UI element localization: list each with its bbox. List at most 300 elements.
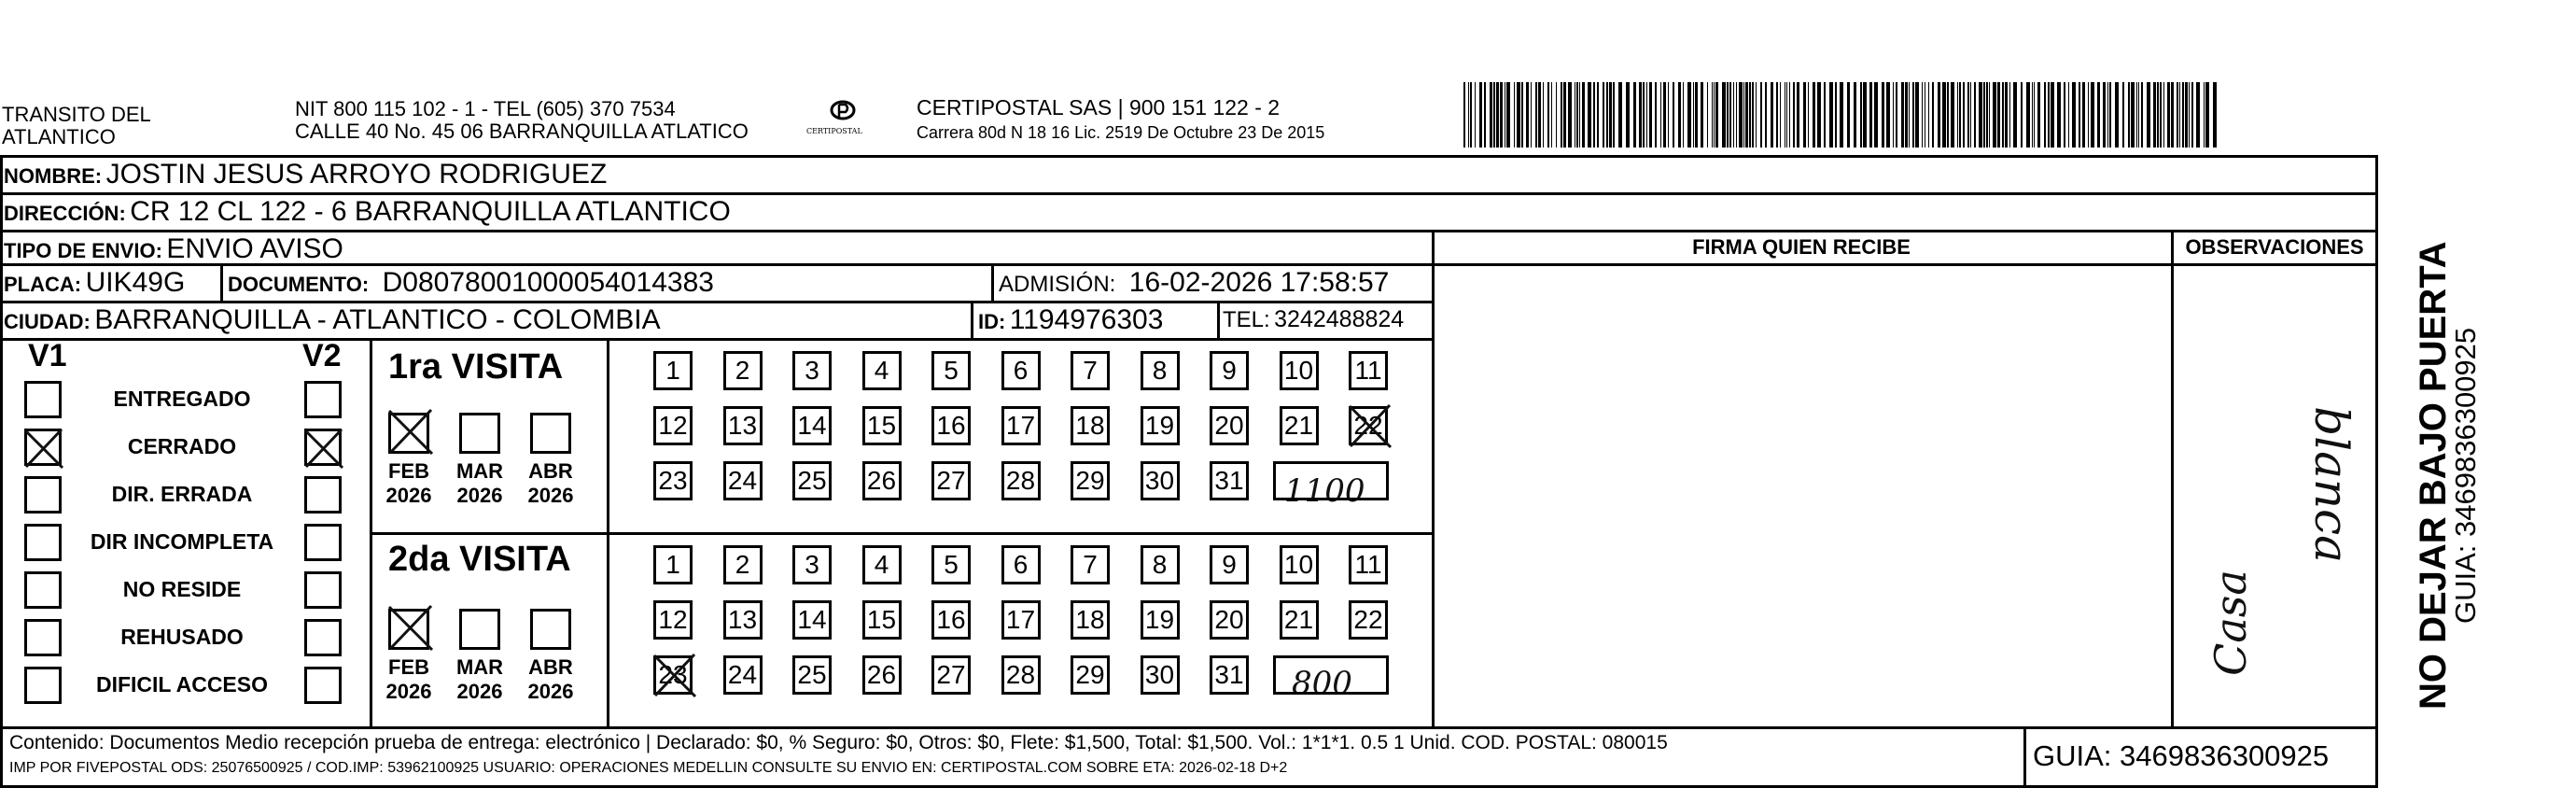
barcode-bar: [2160, 82, 2162, 148]
footer-guia: GUIA: 3469836300925: [2033, 739, 2330, 772]
first-visit-hour: 1100: [1284, 472, 1365, 510]
barcode-bar: [1712, 82, 1713, 148]
first-visit-day-box[interactable]: 11: [1349, 351, 1388, 390]
second-visit-day-box[interactable]: 28: [1001, 655, 1041, 695]
barcode-bar: [1715, 82, 1718, 148]
first-visit-day-box[interactable]: 14: [792, 406, 832, 445]
barcode: [1463, 82, 2219, 148]
barcode-bar: [1490, 82, 1492, 148]
barcode-bar: [2196, 82, 2200, 148]
second-visit-day-box[interactable]: 21: [1280, 600, 1319, 640]
barcode-bar: [1967, 82, 1969, 148]
ciudad-row: [4, 304, 661, 336]
first-visit-month-checkbox[interactable]: [530, 413, 571, 454]
v1-checkbox[interactable]: [24, 571, 62, 609]
barcode-bar: [1909, 82, 1910, 148]
barcode-bar: [1588, 82, 1591, 148]
barcode-bar: [2082, 82, 2085, 148]
tipo-row: [4, 233, 343, 265]
second-visit-month-checkbox[interactable]: [459, 609, 500, 650]
first-visit-day-box[interactable]: 27: [931, 461, 971, 500]
second-visit-day-box[interactable]: 2: [723, 545, 763, 584]
row-divider: [0, 192, 2378, 195]
barcode-bar: [1470, 82, 1472, 148]
barcode-bar: [1813, 82, 1815, 148]
barcode-bar: [1922, 82, 1923, 148]
barcode-bar: [2163, 82, 2164, 148]
first-visit-day-box[interactable]: 15: [862, 406, 902, 445]
placa-row: [4, 267, 185, 299]
v2-checkbox[interactable]: [304, 476, 342, 514]
v1-checkbox[interactable]: [24, 524, 62, 561]
second-visit-day-box[interactable]: 18: [1071, 600, 1110, 640]
barcode-bar: [2064, 82, 2065, 148]
second-visit-day-box[interactable]: 23: [653, 655, 693, 695]
first-visit-day-box[interactable]: 12: [653, 406, 693, 445]
nombre-row: [4, 159, 607, 190]
barcode-bar: [1789, 82, 1790, 148]
second-visit-day-box[interactable]: 14: [792, 600, 832, 640]
second-visit-day-check-mark: [651, 652, 698, 698]
barcode-bar: [1626, 82, 1630, 148]
barcode-bar: [1484, 82, 1486, 148]
direccion-value: CR 12 CL 122 - 6 BARRANQUILLA ATLANTICO: [130, 196, 731, 227]
barcode-bar: [1989, 82, 1990, 148]
barcode-bar: [1905, 82, 1908, 148]
second-visit-day-box[interactable]: 8: [1141, 545, 1180, 584]
barcode-bar: [1847, 82, 1850, 148]
barcode-bar: [1963, 82, 1965, 148]
first-visit-day-check-mark: [1347, 402, 1393, 449]
barcode-bar: [1551, 82, 1552, 148]
barcode-bar: [2091, 82, 2094, 148]
barcode-bar: [1817, 82, 1821, 148]
first-visit-day-box[interactable]: 30: [1141, 461, 1180, 500]
barcode-bar: [1579, 82, 1580, 148]
col-divider: [2023, 726, 2026, 788]
barcode-bar: [1959, 82, 1961, 148]
barcode-bar: [1500, 82, 1503, 148]
barcode-bar: [1526, 82, 1529, 148]
second-visit-day-box[interactable]: 25: [792, 655, 832, 695]
barcode-bar: [1756, 82, 1757, 148]
company-name-line1: TRANSITO DEL: [2, 103, 151, 126]
footer-divider: [0, 726, 2378, 729]
barcode-bar: [1606, 82, 1608, 148]
barcode-bar: [1840, 82, 1843, 148]
second-visit-day-box[interactable]: 20: [1210, 600, 1249, 640]
barcode-bar: [1538, 82, 1541, 148]
v2-label: V2: [302, 338, 342, 373]
barcode-bar: [1932, 82, 1934, 148]
first-visit-month-check-mark: [386, 407, 435, 456]
col-divider: [2171, 230, 2174, 727]
barcode-bar: [1854, 82, 1856, 148]
barcode-bar: [1646, 82, 1647, 148]
barcode-bar: [2026, 82, 2030, 148]
barcode-bar: [1568, 82, 1572, 148]
barcode-bar: [1776, 82, 1778, 148]
barcode-bar: [1912, 82, 1914, 148]
barcode-bar: [1986, 82, 1988, 148]
barcode-bar: [1942, 82, 1946, 148]
barcode-bar: [2034, 82, 2035, 148]
barcode-bar: [1609, 82, 1612, 148]
second-visit-month-label: MAR 2026: [455, 655, 504, 703]
observation-handwriting-1: Casa: [2205, 570, 2256, 676]
barcode-bar: [1633, 82, 1636, 148]
first-visit-day-box[interactable]: 10: [1280, 351, 1319, 390]
barcode-bar: [2068, 82, 2069, 148]
barcode-bar: [1479, 82, 1482, 148]
second-visit-day-box[interactable]: 9: [1210, 545, 1249, 584]
second-visit-day-box[interactable]: 30: [1141, 655, 1180, 695]
status-label: NO RESIDE: [122, 577, 242, 601]
barcode-bar: [1882, 82, 1884, 148]
tipo-value: ENVIO AVISO: [166, 233, 343, 264]
admision-label: ADMISIÓN:: [999, 272, 1116, 297]
barcode-bar: [2182, 82, 2184, 148]
barcode-bar: [2185, 82, 2188, 148]
barcode-bar: [1974, 82, 1976, 148]
barcode-bar: [2153, 82, 2156, 148]
barcode-bar: [1649, 82, 1652, 148]
courier-address: Carrera 80d N 18 16 Lic. 2519 De Octubre 23 De 2015: [917, 123, 1325, 142]
barcode-bar: [1496, 82, 1499, 148]
barcode-bar: [2131, 82, 2135, 148]
second-visit-day-box[interactable]: 6: [1001, 545, 1041, 584]
status-label: DIFICIL ACCESO: [95, 672, 268, 696]
documento-row: [228, 267, 714, 299]
barcode-bar: [1535, 82, 1537, 148]
first-visit-day-box[interactable]: 16: [931, 406, 971, 445]
tel-label: TEL:: [1223, 307, 1270, 332]
v1-checkbox[interactable]: [24, 476, 62, 514]
barcode-bar: [1760, 82, 1762, 148]
second-visit-day-box[interactable]: 31: [1210, 655, 1249, 695]
second-visit-day-box[interactable]: 16: [931, 600, 971, 640]
barcode-bar: [1506, 82, 1510, 148]
placa-label: PLACA:: [4, 273, 82, 296]
barcode-bar: [1468, 82, 1469, 148]
barcode-bar: [1860, 82, 1862, 148]
barcode-bar: [1693, 82, 1694, 148]
first-visit-day-box[interactable]: 2: [723, 351, 763, 390]
first-visit-day-box[interactable]: 17: [1001, 406, 1041, 445]
first-visit-day-box[interactable]: 9: [1210, 351, 1249, 390]
first-visit-day-box[interactable]: 18: [1071, 406, 1110, 445]
contenido-text: Contenido: Documentos Medio recepción prueba de entrega: electrónico | Declarado: $0, % Seguro: $0, Otros: $0, Flete: $1,500, Total: $1,500. Vol.: 1*1*1. 0.5 1 Unid. COD. POSTAL: 080015: [9, 732, 1668, 753]
first-visit-hour-box[interactable]: [1273, 461, 1389, 500]
nit-text: NIT 800 115 102 - 1 - TEL (605) 370 7534: [295, 97, 676, 120]
v2-checkbox[interactable]: [304, 667, 342, 704]
barcode-bar: [1683, 82, 1684, 148]
barcode-bar: [1896, 82, 1897, 148]
nombre-value: JOSTIN JESUS ARROYO RODRIGUEZ: [105, 159, 608, 190]
second-visit-day-box[interactable]: 11: [1349, 545, 1388, 584]
second-visit-month-label: FEB 2026: [385, 655, 432, 703]
certipostal-logo: [801, 93, 885, 146]
barcode-bar: [1639, 82, 1642, 148]
first-visit-month-checkbox[interactable]: [459, 413, 500, 454]
barcode-bar: [2147, 82, 2150, 148]
barcode-bar: [1678, 82, 1681, 148]
first-visit-day-box[interactable]: 24: [723, 461, 763, 500]
row-divider: [0, 338, 1432, 341]
second-visit-day-box[interactable]: 27: [931, 655, 971, 695]
barcode-bar: [2136, 82, 2137, 148]
barcode-bar: [2171, 82, 2174, 148]
barcode-bar: [1514, 82, 1515, 148]
row-divider: [1432, 263, 2378, 266]
barcode-bar: [2157, 82, 2159, 148]
second-visit-day-box[interactable]: 22: [1349, 600, 1388, 640]
col-divider: [991, 263, 994, 301]
second-visit-title: 2da VISITA: [388, 540, 571, 579]
barcode-bar: [1563, 82, 1566, 148]
id-value: 1194976303: [1009, 304, 1164, 335]
barcode-bar: [2128, 82, 2130, 148]
second-visit-day-box[interactable]: 7: [1071, 545, 1110, 584]
second-visit-month-label: ABR 2026: [527, 655, 574, 703]
second-visit-day-box[interactable]: 26: [862, 655, 902, 695]
barcode-bar: [2191, 82, 2193, 148]
barcode-bar: [1970, 82, 1971, 148]
side-guia: GUIA: 3469836300925: [2449, 327, 2482, 624]
barcode-bar: [1957, 82, 1958, 148]
v2-checkbox[interactable]: [304, 619, 342, 656]
second-visit-day-box[interactable]: 17: [1001, 600, 1041, 640]
first-visit-day-box[interactable]: 23: [653, 461, 693, 500]
observaciones-header: OBSERVACIONES: [2185, 235, 2364, 259]
admision-row: [999, 267, 1389, 299]
v2-checkbox[interactable]: [304, 571, 342, 609]
barcode-bar: [2204, 82, 2205, 148]
barcode-bar: [1752, 82, 1754, 148]
barcode-bar: [1983, 82, 1985, 148]
barcode-bar: [1668, 82, 1669, 148]
barcode-bar: [1863, 82, 1867, 148]
barcode-bar: [1993, 82, 1996, 148]
barcode-bar: [1771, 82, 1773, 148]
barcode-bar: [1765, 82, 1767, 148]
barcode-bar: [2097, 82, 2100, 148]
first-visit-day-box[interactable]: 20: [1210, 406, 1249, 445]
barcode-bar: [1687, 82, 1691, 148]
barcode-bar: [1593, 82, 1595, 148]
barcode-bar: [1951, 82, 1954, 148]
second-visit-month-checkbox[interactable]: [530, 609, 571, 650]
barcode-bar: [2021, 82, 2023, 148]
barcode-bar: [2141, 82, 2143, 148]
col-divider: [370, 338, 372, 726]
second-visit-day-box[interactable]: 4: [862, 545, 902, 584]
barcode-bar: [2013, 82, 2017, 148]
courier-name: CERTIPOSTAL SAS | 900 151 122 - 2: [917, 95, 1281, 120]
barcode-bar: [2002, 82, 2004, 148]
tel-row: [1223, 306, 1404, 333]
barcode-bar: [1886, 82, 1890, 148]
barcode-bar: [1947, 82, 1949, 148]
barcode-bar: [1582, 82, 1585, 148]
barcode-bar: [1824, 82, 1826, 148]
second-visit-day-box[interactable]: 3: [792, 545, 832, 584]
barcode-bar: [1780, 82, 1781, 148]
barcode-bar: [1786, 82, 1787, 148]
barcode-bar: [1655, 82, 1657, 148]
barcode-bar: [1803, 82, 1806, 148]
v2-check-mark: [302, 427, 345, 470]
barcode-bar: [1556, 82, 1557, 148]
barcode-bar: [1739, 82, 1743, 148]
ciudad-label: CIUDAD:: [4, 310, 91, 333]
barcode-bar: [2044, 82, 2046, 148]
barcode-bar: [2079, 82, 2080, 148]
documento-value: D08078001000054014383: [382, 267, 714, 298]
barcode-bar: [1874, 82, 1878, 148]
status-label: ENTREGADO: [113, 387, 251, 411]
barcode-bar: [1673, 82, 1674, 148]
second-visit-day-box[interactable]: 10: [1280, 545, 1319, 584]
first-visit-day-box[interactable]: 21: [1280, 406, 1319, 445]
barcode-bar: [1733, 82, 1734, 148]
barcode-bar: [1561, 82, 1562, 148]
tel-value: 3242488824: [1274, 306, 1405, 332]
first-visit-day-box[interactable]: 22: [1349, 406, 1388, 445]
row-divider: [0, 230, 2378, 232]
barcode-bar: [2167, 82, 2170, 148]
second-visit-day-box[interactable]: 24: [723, 655, 763, 695]
barcode-bar: [2032, 82, 2033, 148]
observation-handwriting-2: blanca: [2304, 406, 2359, 563]
barcode-bar: [1729, 82, 1731, 148]
barcode-bar: [2009, 82, 2010, 148]
first-visit-day-box[interactable]: 3: [792, 351, 832, 390]
second-visit-hour: 800: [1292, 665, 1352, 702]
barcode-bar: [1743, 82, 1744, 148]
barcode-bar: [1835, 82, 1837, 148]
col-divider: [1217, 301, 1220, 338]
first-visit-month-label: ABR 2026: [527, 459, 574, 507]
col-divider: [607, 338, 609, 726]
first-visit-day-box[interactable]: 25: [792, 461, 832, 500]
barcode-bar: [1695, 82, 1698, 148]
barcode-bar: [1793, 82, 1795, 148]
second-visit-day-box[interactable]: 13: [723, 600, 763, 640]
second-visit-day-box[interactable]: 19: [1141, 600, 1180, 640]
barcode-bar: [1707, 82, 1708, 148]
barcode-bar: [1576, 82, 1578, 148]
barcode-bar: [1521, 82, 1523, 148]
barcode-bar: [1997, 82, 2000, 148]
barcode-bar: [1979, 82, 1982, 148]
barcode-bar: [2177, 82, 2178, 148]
barcode-bar: [1928, 82, 1929, 148]
barcode-bar: [1517, 82, 1520, 148]
admision-value: 16-02-2026 17:58:57: [1128, 267, 1390, 298]
first-visit-day-box[interactable]: 6: [1001, 351, 1041, 390]
second-visit-month-check-mark: [386, 603, 435, 652]
barcode-bar: [1547, 82, 1549, 148]
v1-checkbox[interactable]: [24, 619, 62, 656]
id-row: [978, 304, 1163, 336]
second-visit-day-box[interactable]: 12: [653, 600, 693, 640]
v2-checkbox[interactable]: [304, 524, 342, 561]
first-visit-day-box[interactable]: 8: [1141, 351, 1180, 390]
first-visit-month-label: FEB 2026: [385, 459, 432, 507]
v1-checkbox[interactable]: [24, 667, 62, 704]
status-label: CERRADO: [127, 434, 237, 458]
barcode-bar: [1597, 82, 1599, 148]
second-visit-day-box[interactable]: 29: [1071, 655, 1110, 695]
first-visit-day-box[interactable]: 7: [1071, 351, 1110, 390]
barcode-bar: [2179, 82, 2180, 148]
barcode-bar: [2205, 82, 2209, 148]
barcode-bar: [2072, 82, 2076, 148]
first-visit-day-box[interactable]: 1: [653, 351, 693, 390]
second-visit-day-box[interactable]: 15: [862, 600, 902, 640]
id-label: ID:: [978, 310, 1006, 333]
first-visit-day-box[interactable]: 13: [723, 406, 763, 445]
first-visit-day-box[interactable]: 4: [862, 351, 902, 390]
barcode-bar: [2037, 82, 2040, 148]
tipo-label: TIPO DE ENVIO:: [4, 239, 162, 262]
first-visit-day-box[interactable]: 19: [1141, 406, 1180, 445]
first-visit-day-box[interactable]: 29: [1071, 461, 1110, 500]
direccion-row: [4, 196, 731, 228]
barcode-bar: [2122, 82, 2124, 148]
barcode-bar: [1613, 82, 1615, 148]
col-divider: [971, 301, 973, 338]
barcode-bar: [2107, 82, 2108, 148]
second-visit-day-box[interactable]: 5: [931, 545, 971, 584]
first-visit-day-box[interactable]: 26: [862, 461, 902, 500]
barcode-bar: [2115, 82, 2119, 148]
second-visit-hour-box[interactable]: [1273, 655, 1389, 695]
barcode-bar: [1829, 82, 1833, 148]
barcode-bar: [1869, 82, 1872, 148]
first-visit-day-box[interactable]: 28: [1001, 461, 1041, 500]
documento-label: DOCUMENTO:: [228, 273, 370, 296]
barcode-bar: [1749, 82, 1751, 148]
address-text: CALLE 40 No. 45 06 BARRANQUILLA ATLATICO: [295, 120, 749, 143]
first-visit-title: 1ra VISITA: [388, 347, 564, 387]
barcode-bar: [2088, 82, 2089, 148]
first-visit-day-box[interactable]: 31: [1210, 461, 1249, 500]
v1-check-mark: [22, 427, 65, 470]
second-visit-day-box[interactable]: 1: [653, 545, 693, 584]
status-label: REHUSADO: [120, 625, 244, 649]
barcode-bar: [2051, 82, 2054, 148]
barcode-bar: [1893, 82, 1894, 148]
first-visit-day-box[interactable]: 5: [931, 351, 971, 390]
firma-header: FIRMA QUIEN RECIBE: [1692, 235, 1911, 259]
barcode-bar: [1493, 82, 1495, 148]
nombre-label: NOMBRE:: [4, 164, 103, 188]
barcode-bar: [2005, 82, 2008, 148]
placa-value: UIK49G: [85, 267, 186, 298]
barcode-bar: [1660, 82, 1661, 148]
no-dejar-warning: NO DEJAR BAJO PUERTA: [2413, 241, 2454, 710]
barcode-bar: [1618, 82, 1622, 148]
v2-checkbox[interactable]: [304, 381, 342, 418]
barcode-bar: [1663, 82, 1666, 148]
barcode-bar: [1901, 82, 1904, 148]
barcode-bar: [1701, 82, 1703, 148]
v1-checkbox[interactable]: [24, 381, 62, 418]
barcode-bar: [1531, 82, 1532, 148]
ciudad-value: BARRANQUILLA - ATLANTICO - COLOMBIA: [94, 304, 661, 335]
